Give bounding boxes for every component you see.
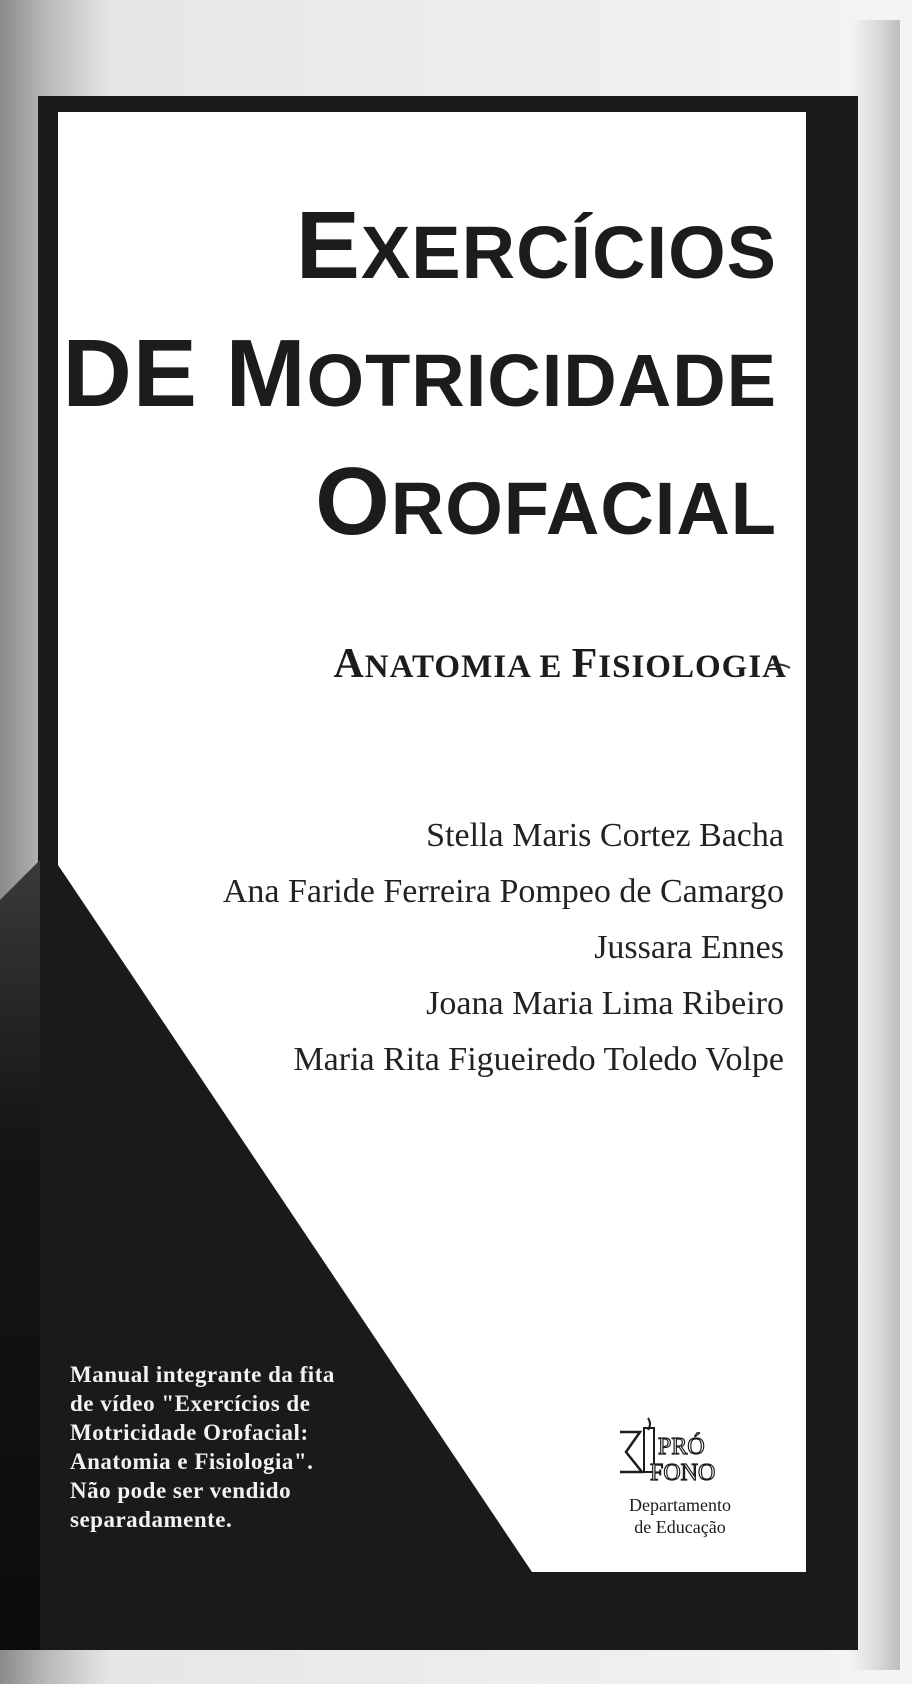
title-line-2	[62, 320, 777, 427]
title-initial: E	[295, 192, 361, 299]
manual-notice: Manual integrante da fita de vídeo "Exercícios de Motricidade Orofacial: Anatomia e Fisiologia". Não pode ser vendido separadamente.	[70, 1362, 335, 1532]
subtitle	[333, 640, 787, 688]
author-name: Stella Maris Cortez Bacha	[426, 817, 784, 854]
subtitle-initial: A	[333, 641, 365, 687]
subtitle-word: ISIOLOGIA	[598, 649, 787, 685]
title-initial: O	[315, 448, 391, 555]
author-name: Maria Rita Figueiredo Toledo Volpe	[293, 1041, 784, 1078]
title-word: XERCÍCIOS	[360, 211, 777, 294]
title-initial: M	[225, 320, 307, 427]
logo-word-pro: PRÓ	[658, 1434, 705, 1460]
logo-word-fono: FONO	[650, 1460, 716, 1486]
author-name: Ana Faride Ferreira Pompeo de Camargo	[222, 873, 784, 910]
publisher-department	[610, 1494, 750, 1538]
subtitle-connector: E	[530, 649, 572, 685]
title-line-1	[295, 192, 777, 299]
author-list	[223, 808, 784, 1088]
pro-fono-logo-icon	[600, 1410, 760, 1490]
author-name: Jussara Ennes	[594, 929, 784, 966]
title-initial: DE	[62, 320, 226, 427]
author-name: Joana Maria Lima Ribeiro	[426, 985, 784, 1022]
subtitle-initial: F	[571, 641, 599, 687]
department-line: de Educação	[634, 1517, 726, 1537]
cover-shadow-shape	[0, 860, 40, 1650]
department-line: Departamento	[629, 1495, 731, 1515]
title-line-3	[315, 448, 777, 555]
title-word: OTRICIDADE	[306, 339, 777, 422]
subtitle-word: NATOMIA	[364, 649, 531, 685]
title-word: ROFACIAL	[390, 467, 777, 550]
